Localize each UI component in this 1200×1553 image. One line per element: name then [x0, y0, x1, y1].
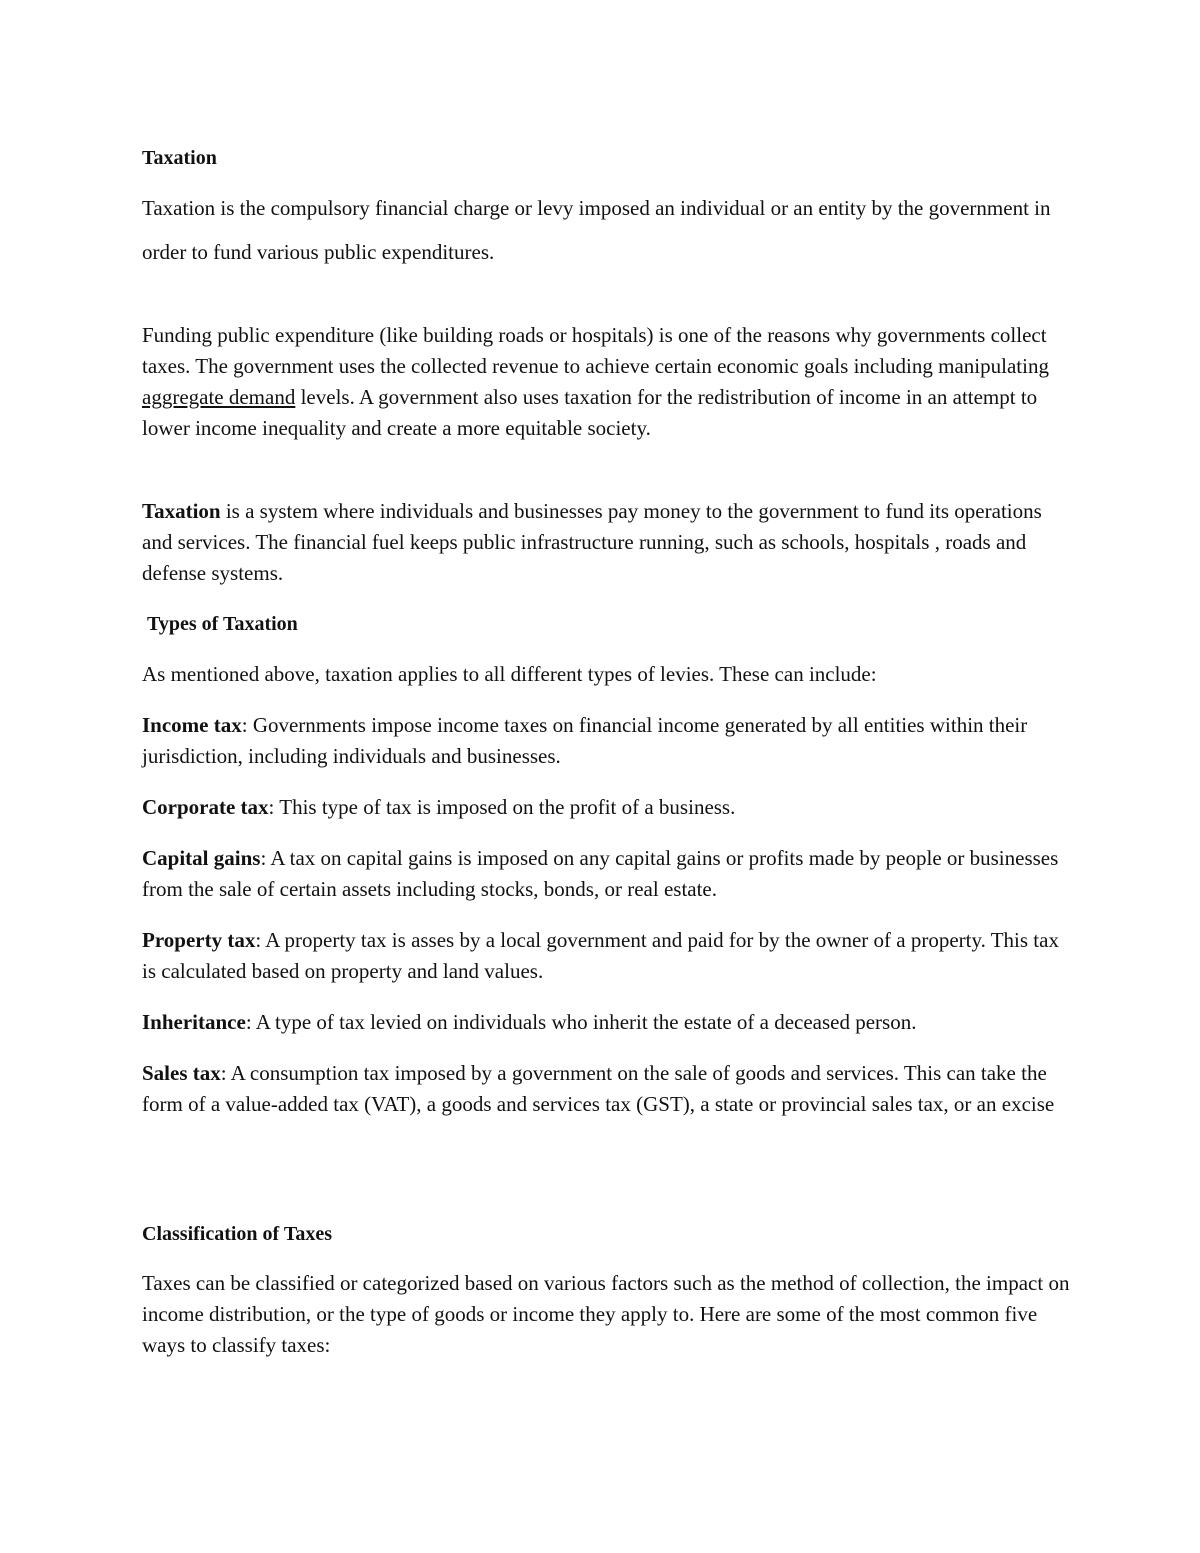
type-capital-gains: [142, 843, 1072, 905]
system-text: is a system where individuals and businesses pay money to the government to fund its operations and services. The financial fuel keeps public infrastructure running, such as schools, hospitals , roads and defense systems.: [142, 499, 1042, 585]
classification-heading: Classification of Taxes: [142, 1223, 333, 1245]
page-title: Taxation: [142, 147, 217, 169]
type-description: : A tax on capital gains is imposed on any capital gains or profits made by people or businesses from the sale of certain assets including stocks, bonds, or real estate.: [142, 846, 1059, 901]
type-description: : A type of tax levied on individuals who inherit the estate of a deceased person.: [245, 1010, 917, 1034]
funding-text-start: Funding public expenditure (like building roads or hospitals) is one of the reasons why governments collect taxes. The government uses the collected revenue to achieve certain economic goals including manipulating: [142, 323, 1049, 378]
definition-paragraph: Taxation is the compulsory financial charge or levy imposed an individual or an entity by the government in order to fund various public expenditures.: [142, 196, 1051, 264]
type-term: Income tax: [142, 713, 242, 737]
type-description: : This type of tax is imposed on the profit of a business.: [268, 795, 736, 819]
types-heading: Types of Taxation: [147, 613, 298, 635]
type-property-tax: [142, 925, 1072, 987]
type-term: Capital gains: [142, 846, 261, 870]
type-term: Property tax: [142, 928, 256, 952]
type-description: : A property tax is asses by a local government and paid for by the owner of a property. This tax is calculated based on property and land values.: [142, 928, 1059, 983]
type-corporate-tax: [142, 792, 1072, 823]
type-term: Sales tax: [142, 1061, 221, 1085]
system-term: Taxation: [142, 499, 221, 523]
type-description: : Governments impose income taxes on financial income generated by all entities within their jurisdiction, including individuals and businesses.: [142, 713, 1028, 768]
funding-paragraph: [142, 320, 1072, 444]
funding-text-end: levels. A government also uses taxation for the redistribution of income in an attempt to lower income inequality and create a more equitable society.: [142, 385, 1038, 440]
aggregate-demand-link[interactable]: aggregate demand: [142, 385, 296, 409]
classification-paragraph: Taxes can be classified or categorized based on various factors such as the method of collection, the impact on income distribution, or the type of goods or income they apply to. Here are some of the most common five ways to classify taxes:: [142, 1271, 1070, 1357]
types-intro: As mentioned above, taxation applies to all different types of levies. These can include:: [142, 662, 877, 686]
type-term: Inheritance: [142, 1010, 246, 1034]
type-sales-tax: [142, 1058, 1072, 1120]
system-paragraph: [142, 496, 1072, 589]
type-inheritance: [142, 1007, 1072, 1038]
type-income-tax: [142, 710, 1072, 772]
type-description: : A consumption tax imposed by a government on the sale of goods and services. This can take the form of a value-added tax (VAT), a goods and services tax (GST), a state or provincial sales tax, or an excise: [142, 1061, 1055, 1116]
type-term: Corporate tax: [142, 795, 269, 819]
